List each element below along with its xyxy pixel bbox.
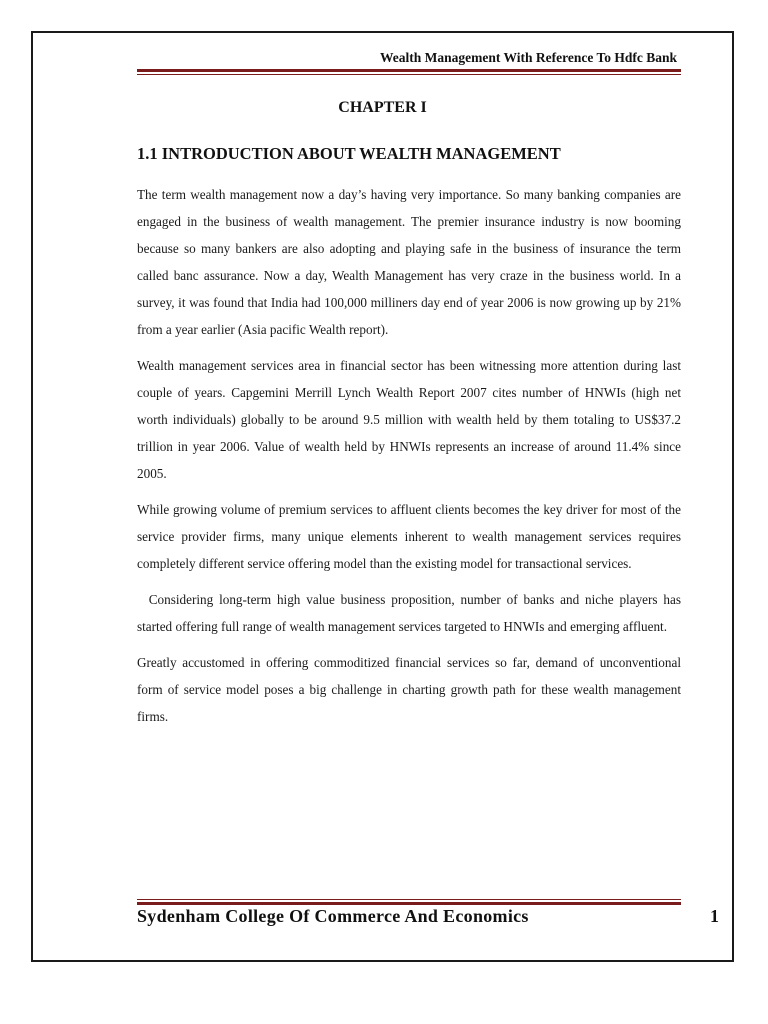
paragraph-2: Wealth management services area in financial sector has been witnessing more attention during last couple of years. Capgemini Merrill Lynch Wealth Report 2007 cites number of HNWIs (high net worth individuals) globally to be around 9.5 million with wealth held by them totaling to US$37.2 trillion in year 2006. Value of wealth held by HNWIs represents an increase of around 11.4% since 2005. [137, 358, 681, 481]
page-number: 1 [710, 906, 719, 926]
paragraph-5: Greatly accustomed in offering commoditized financial services so far, demand of unconventional form of service model poses a big challenge in charting growth path for these wealth management firms. [137, 655, 681, 724]
chapter-title: CHAPTER I [338, 99, 427, 116]
body-text [137, 181, 681, 739]
header-rule-thin [137, 74, 681, 75]
paragraph-3: While growing volume of premium services to affluent clients becomes the key driver for most of the service provider firms, many unique elements inherent to wealth management services requires completely different service offering model than the existing model for transactional services. [137, 502, 681, 571]
section-heading: 1.1 INTRODUCTION ABOUT WEALTH MANAGEMENT [137, 144, 561, 163]
footer-college-name: Sydenham College Of Commerce And Economics [137, 906, 529, 926]
running-header-title: Wealth Management With Reference To Hdfc Bank [380, 50, 677, 65]
document-page [31, 31, 734, 962]
paragraph-1: The term wealth management now a day’s having very importance. So many banking companies are engaged in the business of wealth management. The premier insurance industry is now booming because so many bankers are also adopting and playing safe in the business of insurance the term called banc assurance. Now a day, Wealth Management has very craze in the business world. In a survey, it was found that India had 100,000 milliners day end of year 2006 is now growing up by 21% from a year earlier (Asia pacific Wealth report). [137, 187, 681, 337]
paragraph-4: Considering long-term high value business proposition, number of banks and niche players has started offering full range of wealth management services targeted to HNWIs and emerging affluent. [137, 592, 681, 634]
footer-rule-thin [137, 899, 681, 900]
header-rule-thick [137, 69, 681, 72]
footer-rule-thick [137, 902, 681, 905]
